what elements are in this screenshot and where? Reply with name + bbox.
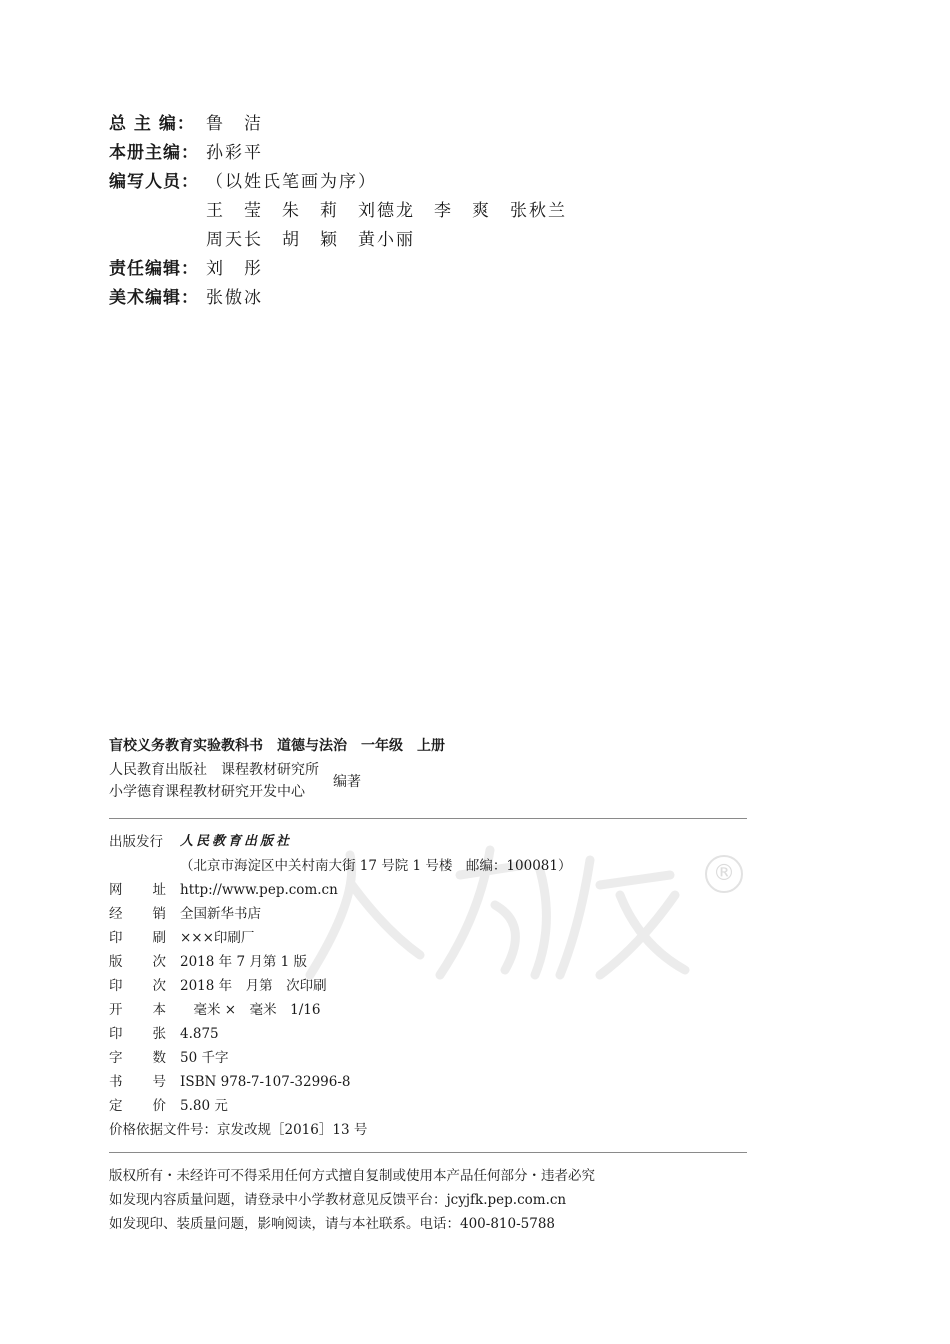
info-label [109, 902, 180, 926]
info-label-char: 址 [152, 882, 166, 898]
credit-label: 编写人员： [109, 172, 199, 192]
info-value: 2018 年 7 月第 1 版 [180, 954, 307, 970]
info-label: 出版发行 [109, 834, 163, 850]
credit-label: 责任编辑： [109, 259, 199, 279]
credit-art-editor [109, 284, 567, 313]
info-label-char: 版 [109, 954, 123, 970]
info-label-char: 次 [152, 954, 166, 970]
info-label-char: 销 [152, 906, 166, 922]
credit-value: 刘 彤 [206, 259, 263, 279]
info-value: 2018 年 月第 次印刷 [180, 978, 327, 994]
credits-block [109, 110, 567, 313]
compiled-label: 编著 [333, 774, 361, 790]
book-title: 盲校义务教育实验教科书 道德与法治 一年级 上册 [109, 738, 445, 754]
info-label [109, 1022, 180, 1046]
credit-volume-editor [109, 139, 567, 168]
publisher-address: （北京市海淀区中关村南大街 17 号院 1 号楼 邮编：100081） [180, 858, 572, 874]
info-label [109, 878, 180, 902]
credit-label: 美术编辑： [109, 288, 199, 308]
info-label [109, 1046, 180, 1070]
credit-value: 孙彩平 [206, 143, 263, 163]
info-label-char: 开 [109, 1002, 123, 1018]
credit-responsible-editor [109, 255, 567, 284]
info-row [109, 974, 571, 998]
info-label-char: 刷 [152, 930, 166, 946]
info-label-char: 本 [152, 1002, 166, 1018]
compiler-line: 人民教育出版社 课程教材研究所 [109, 762, 319, 778]
compiler-line: 小学德育课程教材研究开发中心 [109, 784, 305, 800]
info-label [109, 974, 180, 998]
info-row-price-basis [109, 1118, 571, 1142]
credit-writers [109, 168, 567, 197]
info-label-char: 次 [152, 978, 166, 994]
divider [109, 1152, 747, 1153]
info-row [109, 902, 571, 926]
credit-chief-editor [109, 110, 567, 139]
authors-line: 王 莹 朱 莉 刘德龙 李 爽 张秋兰 [206, 201, 567, 221]
print-feedback-notice: 如发现印、装质量问题，影响阅读，请与本社联系。电话：400-810-5788 [109, 1216, 556, 1232]
info-label [109, 950, 180, 974]
info-value: 毫米 × 毫米 1/16 [180, 1002, 321, 1018]
book-title-block [109, 735, 747, 803]
info-label-char: 经 [109, 906, 123, 922]
compilers [109, 759, 747, 803]
footer-notes [109, 1164, 595, 1236]
info-label [109, 1070, 180, 1094]
info-value: 5.80 元 [180, 1098, 228, 1114]
copyright-notice: 版权所有・未经许可不得采用任何方式擅自复制或使用本产品任何部分・违者必究 [109, 1168, 595, 1184]
info-value: ×××印刷厂 [180, 930, 255, 946]
info-label-char: 网 [109, 882, 123, 898]
info-label-char: 张 [152, 1026, 166, 1042]
info-label-char: 定 [109, 1098, 123, 1114]
info-value: 50 千字 [180, 1050, 229, 1066]
info-row [109, 1046, 571, 1070]
info-rows [109, 878, 571, 1118]
credit-value: 鲁 洁 [206, 114, 263, 134]
authors-line: 周天长 胡 颖 黄小丽 [206, 230, 415, 250]
info-label [109, 998, 180, 1022]
info-label-char: 印 [109, 930, 123, 946]
registered-mark-icon: ® [705, 855, 743, 893]
info-value: 全国新华书店 [180, 906, 261, 922]
info-value: ISBN 978-7-107-32996-8 [180, 1074, 351, 1090]
credit-label: 本册主编： [109, 143, 199, 163]
content-feedback-notice: 如发现内容质量问题，请登录中小学教材意见反馈平台：jcyjfk.pep.com.cn [109, 1192, 567, 1208]
info-label-char: 字 [109, 1050, 123, 1066]
publication-info [109, 830, 571, 1142]
info-label [109, 926, 180, 950]
info-row [109, 1022, 571, 1046]
info-row-publisher [109, 830, 571, 854]
info-value: 4.875 [180, 1026, 219, 1042]
compiler-names [109, 759, 319, 803]
info-row [109, 1094, 571, 1118]
info-row [109, 950, 571, 974]
credit-value: 张傲冰 [206, 288, 263, 308]
info-label-char: 书 [109, 1074, 123, 1090]
info-row [109, 1070, 571, 1094]
price-basis: 价格依据文件号：京发改规［2016］13 号 [109, 1122, 368, 1138]
credit-label: 总 主 编： [109, 114, 195, 134]
info-row [109, 926, 571, 950]
divider [109, 818, 747, 819]
info-label-char: 号 [152, 1074, 166, 1090]
info-label [109, 1094, 180, 1118]
info-row [109, 878, 571, 902]
credit-value: （以姓氏笔画为序） [206, 172, 377, 192]
info-label-char: 价 [152, 1098, 166, 1114]
info-label-char: 印 [109, 978, 123, 994]
info-value: http://www.pep.com.cn [180, 882, 338, 898]
info-row-address [109, 854, 571, 878]
info-label-char: 数 [152, 1050, 166, 1066]
info-label-char: 印 [109, 1026, 123, 1042]
info-row [109, 998, 571, 1022]
publisher-logo: 人民教育出版社 [180, 834, 293, 849]
